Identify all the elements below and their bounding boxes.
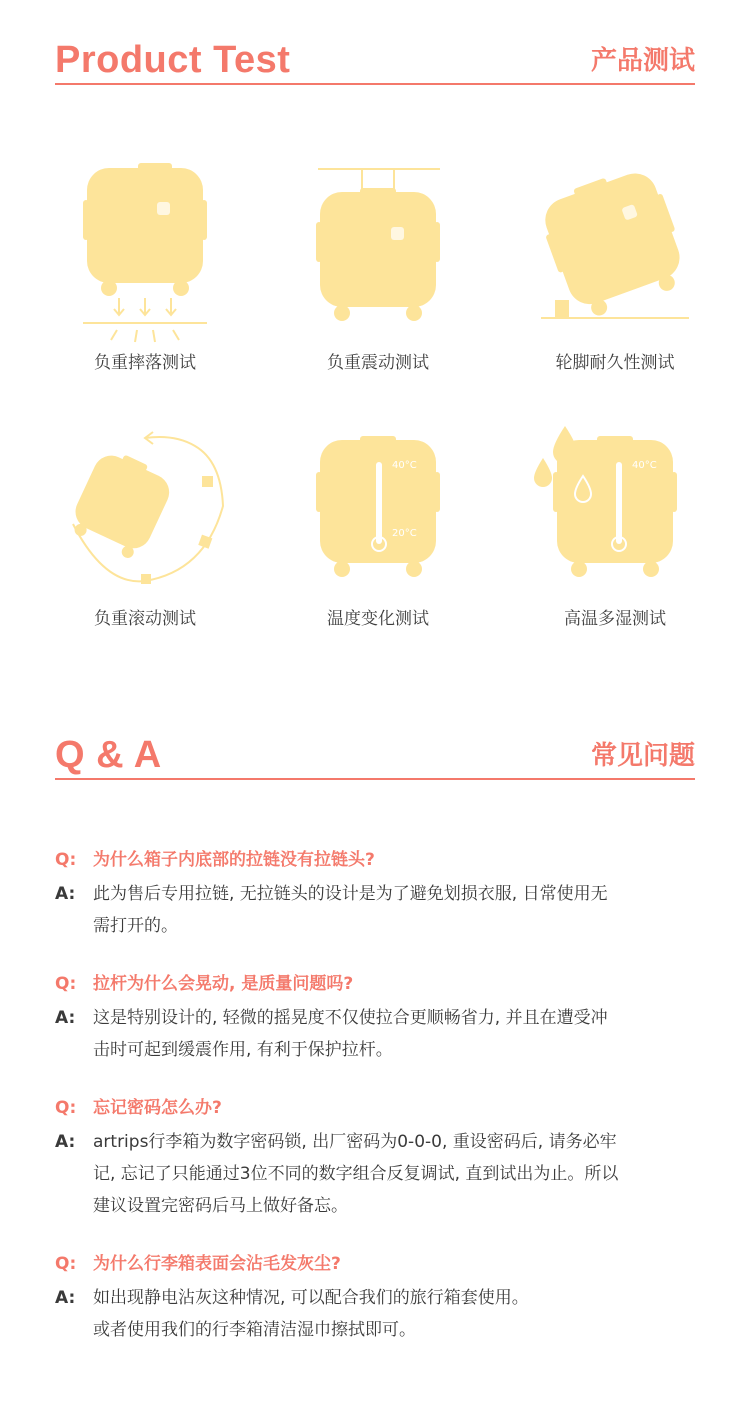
answer-line: 记, 忘记了只能通过3位不同的数字组合反复调试, 直到试出为止。所以	[93, 1164, 619, 1184]
answer-line: 这是特别设计的, 轻微的摇晃度不仅使拉合更顺畅省力, 并且在遭受冲	[93, 1008, 608, 1028]
answer-line: 此为售后专用拉链, 无拉链头的设计是为了避免划损衣服, 日常使用无	[93, 884, 608, 904]
qa-item	[55, 1250, 700, 1346]
a-tag: A:	[55, 1132, 76, 1152]
answer-line: artrips行李箱为数字密码锁, 出厂密码为0-0-0, 重设密码后, 请务必牢	[93, 1132, 617, 1152]
answer-line: 如出现静电沾灰这种情况, 可以配合我们的旅行箱套使用。	[93, 1288, 529, 1308]
test-label: 负重震动测试	[327, 353, 429, 373]
q-tag: Q:	[55, 974, 77, 994]
test-label: 轮脚耐久性测试	[555, 353, 675, 373]
section-divider	[55, 83, 695, 85]
answer	[55, 878, 700, 942]
humidity-icon	[515, 406, 715, 606]
answer-line: 需打开的。	[93, 916, 178, 936]
q-tag: Q:	[55, 850, 77, 870]
test-label: 负重滚动测试	[94, 609, 196, 629]
test-label: 高温多湿测试	[564, 609, 666, 629]
temp-high-label: 40°C	[392, 460, 417, 471]
question	[55, 1094, 700, 1122]
section-title-zh: 产品测试	[590, 46, 695, 76]
wheel-durability-icon	[515, 150, 715, 350]
section-title-en: Q & A	[55, 734, 162, 776]
a-tag: A:	[55, 884, 76, 904]
temp-low-label: 20°C	[392, 528, 417, 539]
test-label: 温度变化测试	[327, 609, 429, 629]
test-item-humidity	[515, 406, 715, 636]
question-text: 拉杆为什么会晃动, 是质量问题吗?	[93, 974, 354, 994]
test-item-drop	[45, 150, 245, 380]
answer-line: 击时可起到缓震作用, 有利于保护拉杆。	[93, 1040, 393, 1060]
suitcase-vibration-icon	[278, 150, 478, 350]
a-tag: A:	[55, 1288, 76, 1308]
answer	[55, 1282, 700, 1346]
question-text: 为什么箱子内底部的拉链没有拉链头?	[93, 850, 375, 870]
test-item-wheel	[515, 150, 715, 380]
section-divider	[55, 778, 695, 780]
suitcase-rolling-icon	[45, 406, 245, 606]
answer-line: 建议设置完密码后马上做好备忘。	[93, 1196, 348, 1216]
qa-item	[55, 1094, 700, 1222]
test-item-vibration	[278, 150, 478, 380]
qa-item	[55, 846, 700, 942]
section-title-en: Product Test	[55, 39, 291, 81]
qa-item	[55, 970, 700, 1066]
answer	[55, 1002, 700, 1066]
question	[55, 1250, 700, 1278]
humidity-temp-label: 40°C	[632, 460, 657, 471]
answer	[55, 1126, 700, 1222]
q-tag: Q:	[55, 1098, 77, 1118]
test-label: 负重摔落测试	[94, 353, 196, 373]
suitcase-drop-icon	[45, 150, 245, 350]
q-tag: Q:	[55, 1254, 77, 1274]
product-test-header	[55, 38, 695, 88]
question	[55, 970, 700, 998]
qa-header	[55, 733, 695, 783]
question-text: 为什么行李箱表面会沾毛发灰尘?	[93, 1254, 341, 1274]
test-item-temperature	[278, 406, 478, 636]
question-text: 忘记密码怎么办?	[93, 1098, 222, 1118]
question	[55, 846, 700, 874]
answer-line: 或者使用我们的行李箱清洁湿巾擦拭即可。	[93, 1320, 416, 1340]
thermometer-icon	[278, 406, 478, 606]
section-title-zh: 常见问题	[590, 741, 695, 771]
a-tag: A:	[55, 1008, 76, 1028]
test-item-rolling	[45, 406, 245, 636]
